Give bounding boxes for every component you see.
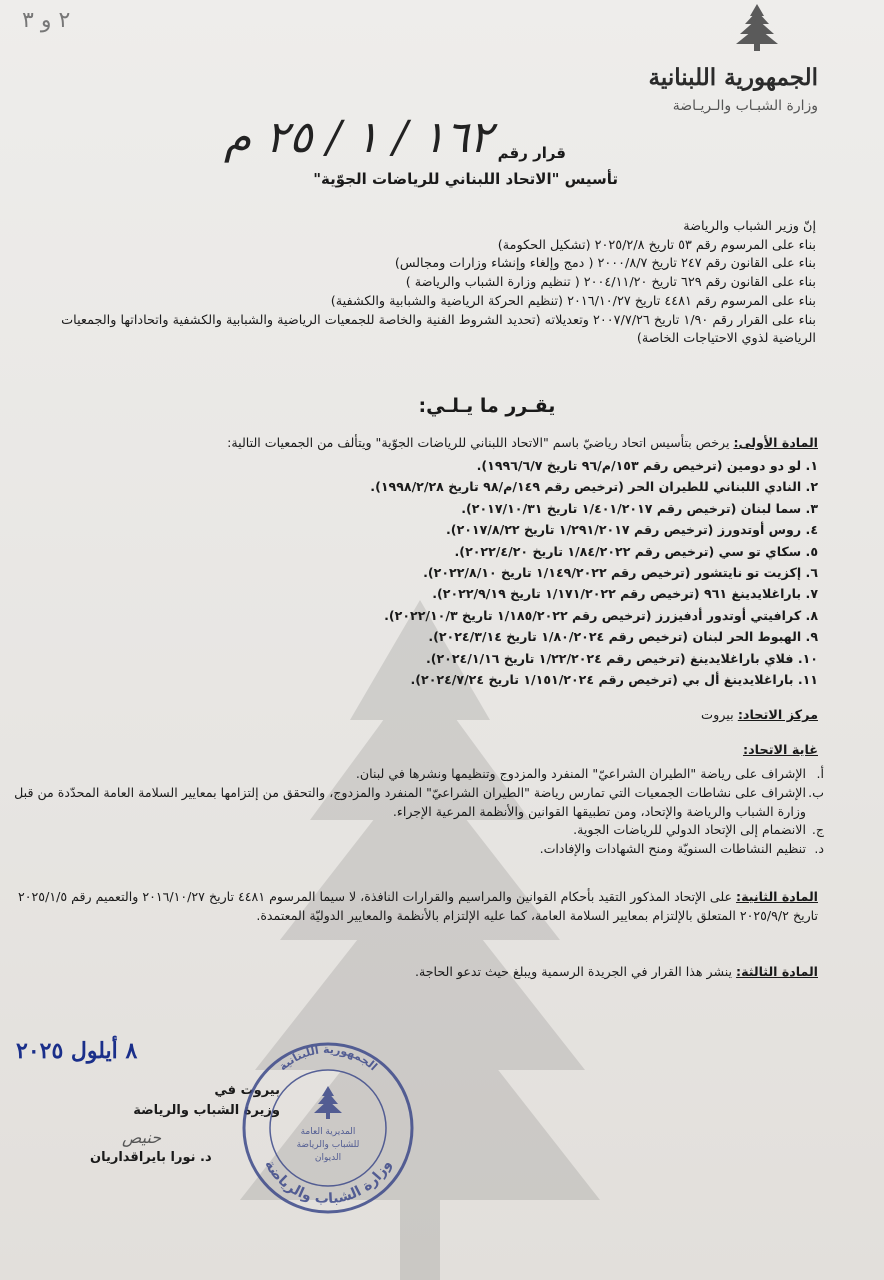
article-1-label: المادة الأولى: <box>733 435 818 450</box>
list-item: ١١. باراغلايدينغ أل بي (ترخيص رقم ١/١٥١/٢٠٢٤ تاريخ ٢٠٢٤/٧/٢٤). <box>410 672 818 688</box>
list-item: ٨. كرافيتي أوتدور أدفيزرز (ترخيص رقم ١/١٨٥/٢٠٢٢ تاريخ ٢٠٢٢/١٠/٣). <box>384 607 818 623</box>
list-item: ٦. إكزيت تو نايتشور (ترخيص رقم ١/١٤٩/٢٠٢٢ تاريخ ٢٠٢٢/٨/١٠). <box>423 565 818 581</box>
official-stamp <box>238 1038 418 1218</box>
list-item: ٩. الهبوط الحر لبنان (ترخيص رقم ١/٨٠/٢٠٢٤ تاريخ ٢٠٢٤/٣/١٤). <box>428 629 818 645</box>
stamp-line-2: للشباب والرياضة <box>296 1140 360 1150</box>
corner-mark: ٢ و ٣ <box>22 8 71 33</box>
goal-text: الانضمام إلى الإتحاد الدولي للرياضات الجوية. <box>573 822 806 838</box>
article-3 <box>18 964 818 979</box>
handwritten-signature: حنيص <box>122 1128 162 1147</box>
decides-heading: يقـرر ما يـلـي: <box>418 395 556 417</box>
preamble-line: بناء على القرار رقم ١/٩٠ تاريخ ٢٠٠٧/٧/٢٦ وتعديلاته (تحديد الشروط الفنية والخاصة للجمعيات الرياضية والشبابية والكشفية واتحاداتها والجمعيات الرياضية لذوي الاحتياجات الخاصة) <box>61 312 816 347</box>
decision-number-label: قرار رقم <box>497 144 566 162</box>
ministry-title: وزارة الشبـاب والـريـاضة <box>672 98 818 114</box>
goal-item <box>14 840 824 859</box>
preamble-line: بناء على القانون رقم ٢٤٧ تاريخ ٢٠٠٠/٨/٧ ( دمج وإلغاء وإنشاء وزارات ومجالس) <box>394 256 816 272</box>
decision-subject: تأسيس "الاتحاد اللبناني للرياضات الجوّية" <box>313 170 618 188</box>
signature-title: وزيرة الشباب والرياضة <box>133 1103 280 1118</box>
stamp-line-3: الديوان <box>314 1153 342 1163</box>
handwritten-date: ٨ أيلول ٢٠٢٥ <box>16 1038 138 1064</box>
goals-list <box>14 765 824 859</box>
preamble <box>26 218 816 349</box>
stamp-line-1: المديرية العامة <box>300 1127 356 1137</box>
list-item: ٥. سكاي تو سي (ترخيص رقم ١/٨٤/٢٠٢٢ تاريخ ٢٠٢٢/٤/٢٠). <box>454 543 818 559</box>
decision-number-handwritten: ١٦٢ / ١ / ٢٥ م <box>224 112 493 163</box>
headquarters <box>701 708 818 723</box>
article-3-label: المادة الثالثة: <box>736 964 818 979</box>
goal-letter: د. <box>814 841 824 857</box>
article-1-text: يرخص بتأسيس اتحاد رياضيّ باسم "الاتحاد اللبناني للرياضات الجوّية" ويتألف من الجمعيات التالية: <box>227 435 730 450</box>
goal-text: الإشراف على نشاطات الجمعيات التي تمارس رياضة "الطيران الشراعيّ" المنفرد والمزدوج، والتحقق من إلتزامها بمعايير السلامة العامة المحدّدة من قبل وزارة الشباب والرياضة والإتحاد، ومن تطبيقها القوانين والأنظمة المرعية الإجراء. <box>14 784 806 819</box>
goal-text: الإشراف على رياضة "الطيران الشراعيّ" المنفرد والمزدوج وتنظيمها ونشرها في لبنان. <box>355 766 806 781</box>
svg-text:وزارة الشباب والرياضة <box>261 1157 395 1207</box>
goal-item <box>14 821 824 840</box>
stamp-top-text: الجمهورية اللبنانية <box>276 1042 380 1074</box>
goal-item <box>14 765 824 784</box>
list-item: ١. لو دو دومين (ترخيص رقم ١٥٣/م/٩٦ تاريخ ١٩٩٦/٦/٧). <box>476 458 818 473</box>
article-2-label: المادة الثانية: <box>736 889 818 904</box>
preamble-line: بناء على القانون رقم ٦٢٩ تاريخ ٢٠٠٤/١١/٢٠ ( تنظيم وزارة الشباب والرياضة ) <box>405 275 816 291</box>
cedar-logo-icon <box>732 2 782 52</box>
article-1 <box>18 434 818 452</box>
goal-letter: ج. <box>811 822 824 838</box>
preamble-line: إنّ وزير الشباب والرياضة <box>683 219 816 234</box>
svg-text:الجمهورية اللبنانية <box>276 1043 379 1073</box>
article-3-text: ينشر هذا القرار في الجريدة الرسمية ويبلغ حيث تدعو الحاجة. <box>415 964 733 979</box>
list-item: ١٠. فلاي باراغلايدينغ (ترخيص رقم ١/٢٢/٢٠٢٤ تاريخ ٢٠٢٤/١/١٦). <box>425 650 818 666</box>
goals-heading: غاية الاتحاد: <box>742 743 818 758</box>
associations-list <box>18 455 818 690</box>
signature-place: بيروت في <box>214 1083 280 1098</box>
minister-name: د. نورا بايراقداريان <box>90 1150 212 1165</box>
preamble-line: بناء على المرسوم رقم ٥٣ تاريخ ٢٠٢٥/٢/٨ (تشكيل الحكومة) <box>497 237 816 253</box>
goal-letter: ب. <box>808 784 824 800</box>
republic-title: الجمهورية اللبنانية <box>648 64 818 91</box>
headquarters-label: مركز الاتحاد: <box>737 708 818 723</box>
list-item: ٢. النادي اللبناني للطيران الحر (ترخيص رقم ١٤٩/م/٩٨ تاريخ ١٩٩٨/٢/٢٨). <box>370 479 818 495</box>
article-2 <box>18 887 818 925</box>
goal-letter: أ. <box>816 766 824 781</box>
article-2-text: على الإتحاد المذكور التقيد بأحكام القوانين والمراسيم والقرارات النافذة، لا سيما المرسوم ٤٤٨١ تاريخ ٢٠١٦/١٠/٢٧ والتعميم رقم ٢٠٢٥/١/٥ تاريخ ٢٠٢٥/٩/٢ المتعلق بالإلتزام بمعايير السلامة العامة، كما عليه الإلتزام بالأنظمة والمعايير الدوليّة المعتمدة. <box>18 889 818 923</box>
list-item: ٤. روس أوتدورز (ترخيص رقم ١/٢٩١/٢٠١٧ تاريخ ٢٠١٧/٨/٢٢). <box>446 522 818 538</box>
stamp-cedar-icon <box>314 1086 342 1119</box>
list-item: ٧. باراغلايدينغ ٩٦١ (ترخيص رقم ١/١٧١/٢٠٢٢ تاريخ ٢٠٢٢/٩/١٩). <box>432 586 818 602</box>
goal-item <box>14 784 824 822</box>
stamp-outer-text: وزارة الشباب والرياضة <box>261 1157 395 1208</box>
preamble-line: بناء على المرسوم رقم ٤٤٨١ تاريخ ٢٠١٦/١٠/٢٧ (تنظيم الحركة الرياضية والشبابية والكشفية) <box>330 293 816 309</box>
goal-text: تنظيم النشاطات السنويّة ومنح الشهادات والإفادات. <box>539 841 806 857</box>
list-item: ٣. سما لبنان (ترخيص رقم ١/٤٠١/٢٠١٧ تاريخ ٢٠١٧/١٠/٣١). <box>461 500 818 516</box>
headquarters-value: بيروت <box>701 708 734 723</box>
